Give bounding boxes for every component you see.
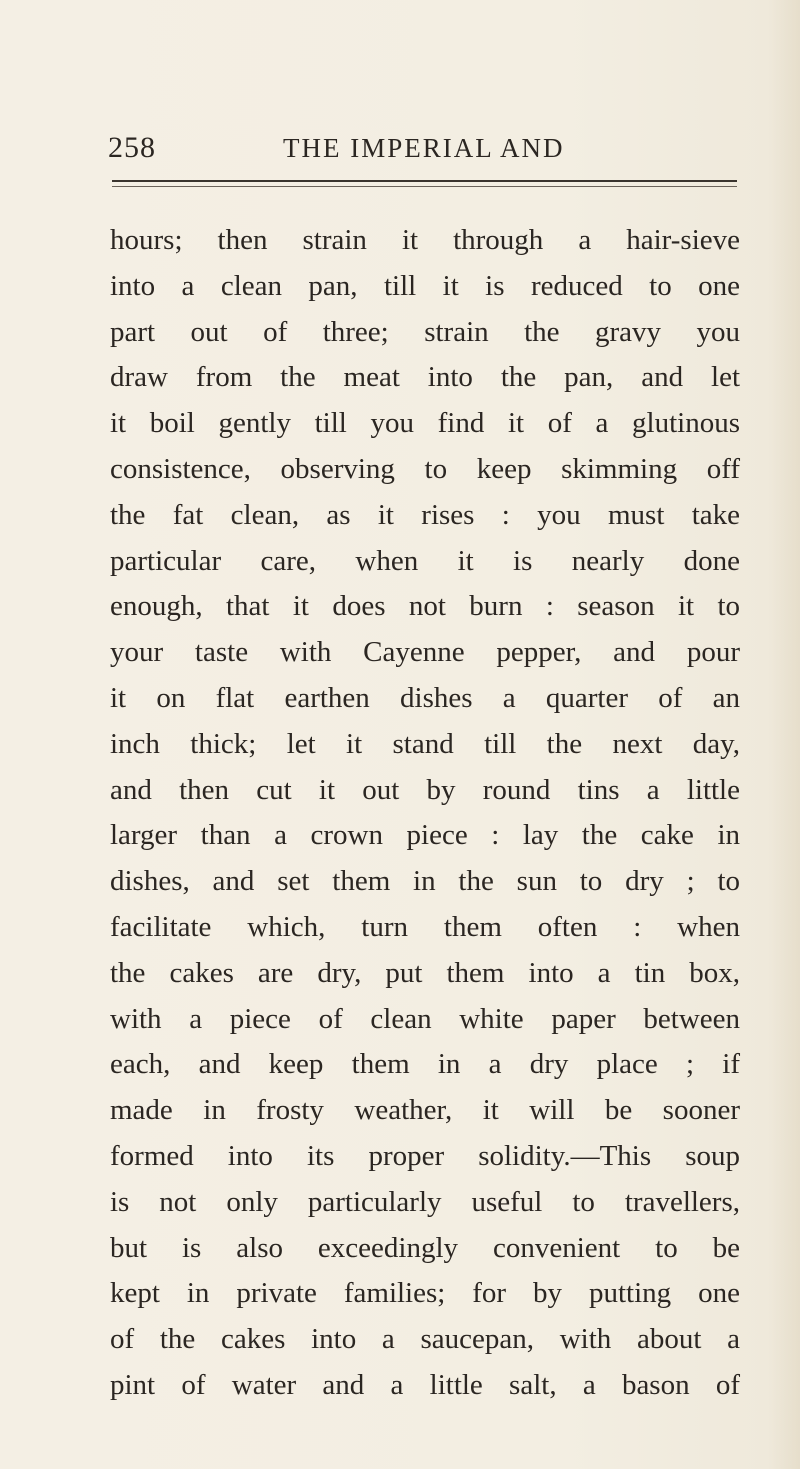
text-line: dishes, and set them in the sun to dry ; to (110, 865, 740, 898)
text-line: it on flat earthen dishes a quarter of an (110, 681, 740, 714)
text-line: of the cakes into a saucepan, with about a (110, 1323, 740, 1356)
header-rule-thin (112, 186, 737, 187)
text-line: it boil gently till you find it of a glutinous (110, 407, 740, 440)
text-line: larger than a crown piece : lay the cake in (110, 819, 740, 852)
running-head: THE IMPERIAL AND (283, 133, 565, 163)
text-line: enough, that it does not burn : season it to (110, 590, 740, 623)
text-line: inch thick; let it stand till the next day, (110, 727, 740, 760)
text-line: facilitate which, turn them often : when (110, 910, 740, 943)
page-number: 258 (108, 131, 156, 164)
text-line: the fat clean, as it rises : you must take (110, 498, 740, 531)
header-rule (112, 180, 737, 182)
page-header (108, 128, 748, 168)
text-line: draw from the meat into the pan, and let (110, 361, 740, 394)
text-line: formed into its proper solidity.—This soup (110, 1139, 740, 1172)
text-line: into a clean pan, till it is reduced to one (110, 269, 740, 302)
text-line: consistence, observing to keep skimming off (110, 452, 740, 485)
text-line: with a piece of clean white paper between (110, 1002, 740, 1035)
text-line: is not only particularly useful to travellers, (110, 1185, 740, 1218)
text-line: part out of three; strain the gravy you (110, 315, 740, 348)
text-line: your taste with Cayenne pepper, and pour (110, 636, 740, 669)
text-line: each, and keep them in a dry place ; if (110, 1048, 740, 1081)
text-line: but is also exceedingly convenient to be (110, 1231, 740, 1264)
text-line: pint of water and a little salt, a bason of (110, 1368, 740, 1401)
text-line: hours; then strain it through a hair-sieve (110, 224, 740, 256)
text-line: particular care, when it is nearly done (110, 544, 740, 577)
text-line: kept in private families; for by putting one (110, 1277, 740, 1310)
text-line: the cakes are dry, put them into a tin box, (110, 956, 740, 989)
text-line: and then cut it out by round tins a little (110, 773, 740, 806)
text-line: made in frosty weather, it will be sooner (110, 1094, 740, 1127)
body-text (110, 218, 740, 1409)
